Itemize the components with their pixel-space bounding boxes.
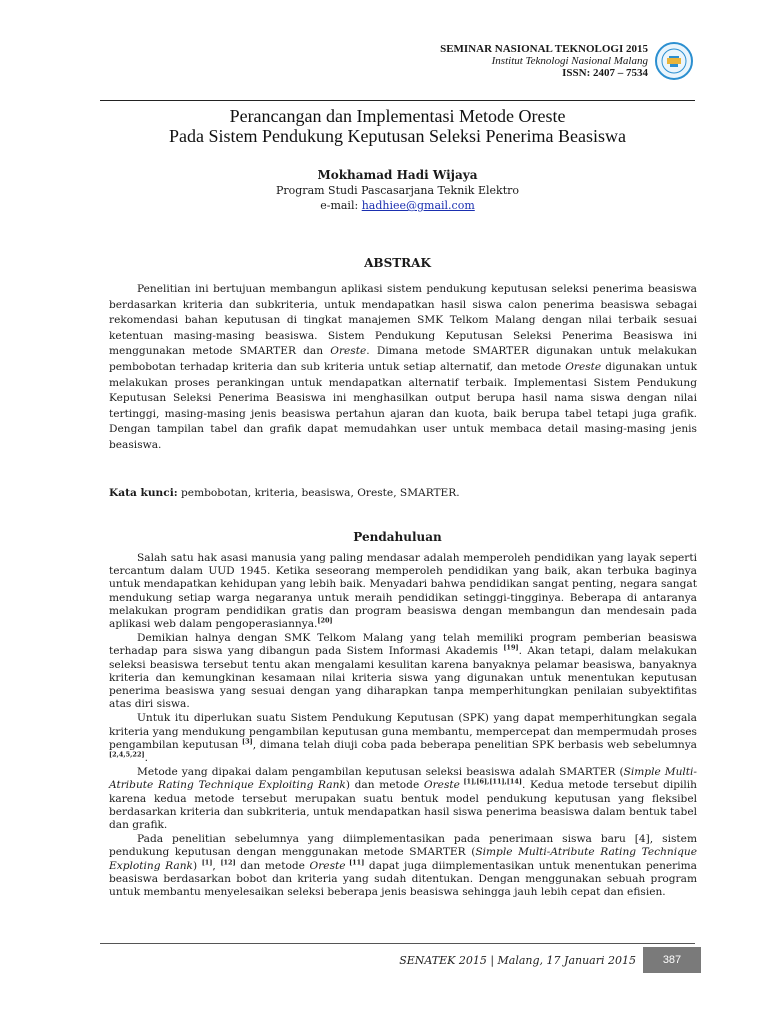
p1-text: Salah satu hak asasi manusia yang paling mendasar adalah memperoleh pendidikan yang layak seperti tercantum dalam UUD 1945. Ketika seseorang memperoleh pendidikan yang baik, akan terbuka baginya untuk mendapatkan kehidupan yang lebih baik. Menyadari bahwa pendidikan sangat penting, negara sangat mendukung setiap warga negaranya untuk meraih pendidikan setinggi-tingginya. Beberapa di antaranya melakukan program pendidikan gratis dan program beasiswa dengan membangun dan mendesain pada aplikasi web dalam pengoperasiannya. [109,552,697,631]
p5-method-name: Simple Multi-Atribute Rating Technique Exploting Rank [109,846,697,872]
conference-logo-icon [655,42,693,80]
intro-body [109,552,697,900]
p2-text-a: Demikian halnya dengan SMK Telkom Malang yang telah memiliki program pemberian beasiswa terhadap para siswa yang dibangun pada Sistem Informasi Akademis [109,632,697,658]
p4-text-a: Metode yang dipakai dalam pengambilan keputusan seleksi beasiswa adalah SMARTER ( [137,766,624,779]
p1-citation: [20] [317,616,333,625]
abstract-oreste-2: Oreste [565,360,602,373]
author-name: Mokhamad Hadi Wijaya [317,168,478,182]
p4-text-b: ) dan metode [345,779,424,792]
author-affiliation: Program Studi Pascasarjana Teknik Elektro [275,184,519,197]
p2-citation: [19] [503,643,519,652]
author-email-line [100,198,695,213]
p2-text-b: . Akan tetapi, dalam melakukan seleksi beasiswa tersebut tentu akan mengalami kesulitan karena banyaknya pelamar beasiswa, banyaknya kriteria dan kemungkinan kesamaan nilai kriteria siswa yang digunakan untuk menentukan keputusan penerima beasiswa yang sesuai dengan yang diharapkan tanpa memperhitungkan penilaian subyektifitas atas diri siswa. [109,645,697,711]
p5-citation-2: [12] [220,858,236,867]
issn: ISSN: 2407 – 7534 [562,67,648,79]
intro-paragraph-1 [109,552,697,631]
abstract-oreste-1: Oreste [330,345,367,358]
intro-paragraph-3 [109,712,697,765]
p5-citation-1: [1] [201,858,213,867]
p4-oreste: Oreste [423,779,460,792]
conference-header [288,43,648,79]
p4-method-name: Simple Multi-Atribute Rating Technique Exploiting Rank [109,766,698,792]
author-block [100,168,695,213]
title-line-2: Pada Sistem Pendukung Keputusan Seleksi Penerima Beasiswa [169,126,626,146]
header-divider [100,100,695,101]
abstract-text [109,282,697,454]
p5-citation-3: [11] [345,858,365,867]
keywords-text: pembobotan, kriteria, beasiswa, Oreste, SMARTER. [177,487,460,499]
paper-title [100,106,695,146]
p3-citation-2: [2,4,5,22] [109,750,145,759]
intro-heading: Pendahuluan [353,530,442,544]
p3-text-c: . [144,752,148,765]
title-line-1: Perancangan dan Implementasi Metode Oreste [229,106,566,126]
intro-paragraph-4 [109,766,697,832]
p4-text-c: . Kedua metode tersebut dipilih karena kedua metode tersebut merupakan suatu bentuk model pendukung keputusan yang fleksibel berdasarkan kriteria dan subkriteria, untuk mendapatkan hasil siswa penerima beasiswa dalam bentuk tabel dan grafik. [109,779,698,832]
page-number: 387 [643,947,701,973]
footer-text: SENATEK 2015 | Malang, 17 Januari 2015 [399,954,636,967]
abstract-part-3: digunakan untuk melakukan proses perankingan untuk mendapatkan alternatif terbaik. Implementasi Sistem Pendukung Keputusan Seleksi Penerima Beasiswa ini menghasilkan output berupa hasil nama siswa dengan nilai tertinggi, masing-masing jenis beasiswa pertahun ajaran dan kuota, baik berupa tabel tetapi juga grafik. Dengan tampilan tabel dan grafik dapat memudahkan user untuk membaca detail masing-masing jenis beasiswa. [109,360,697,451]
conference-name: SEMINAR NASIONAL TEKNOLOGI 2015 [440,43,648,55]
p5-text-e: dapat juga diimplementasikan untuk menentukan penerima beasiswa berdasarkan bobot dan kriteria yang sudah ditentukan. Dengan menggunakan sebuah program untuk membantu menyelesaikan seleksi beberapa jenis beasiswa sehingga jauh lebih cepat dan efisien. [109,859,697,899]
p3-citation-1: [3] [242,737,253,746]
p5-oreste: Oreste [309,859,346,872]
p5-text-a: Pada penelitian sebelumnya yang diimplementasikan pada penerimaan siswa baru [4], sistem pendukung keputusan dengan menggunakan metode SMARTER ( [109,833,697,859]
intro-paragraph-2 [109,632,697,711]
abstract-part-2: . Dimana metode SMARTER digunakan untuk melakukan pembobotan terhadap kriteria dan sub kriteria untuk setiap alternatif, dan metode [109,345,697,373]
p3-text-a: Untuk itu diperlukan suatu Sistem Pendukung Keputusan (SPK) yang dapat memperhitungkan segala kriteria yang mendukung pengambilan keputusan guna membantu, mempercepat dan mempermudah proses pengambilan keputusan [109,712,697,751]
p4-citation: [1],[6],[11],[14] [459,777,523,786]
institution-name: Institut Teknologi Nasional Malang [491,55,648,67]
email-label: e-mail: [320,199,362,212]
footer-divider [100,943,695,944]
p5-text-d: dan metode [235,859,310,872]
keywords-label: Kata kunci: [109,487,178,499]
abstract-part-1: Penelitian ini bertujuan membangun aplikasi sistem pendukung keputusan seleksi penerima beasiswa berdasarkan kriteria dan subkriteria, untuk mendapatkan hasil siswa calon penerima beasiswa sebagai rekomendasi bahan keputusan di tingkat manajemen SMK Telkom Malang dengan nilai terbaik sesuai ketentuan masing-masing beasiswa. Sistem Pendukung Keputusan Seleksi Penerima Beasiswa ini menggunakan metode SMARTER dan [109,283,697,358]
p5-text-c: , [212,859,221,872]
abstract-heading: ABSTRAK [364,256,431,270]
keywords [109,486,697,501]
p5-text-b: ) [192,859,202,872]
email-link[interactable]: hadhiee@gmail.com [361,199,475,212]
p3-text-b: , dimana telah diuji coba pada beberapa penelitian SPK berbasis web sebelumnya [252,738,697,751]
intro-paragraph-5 [109,833,697,899]
